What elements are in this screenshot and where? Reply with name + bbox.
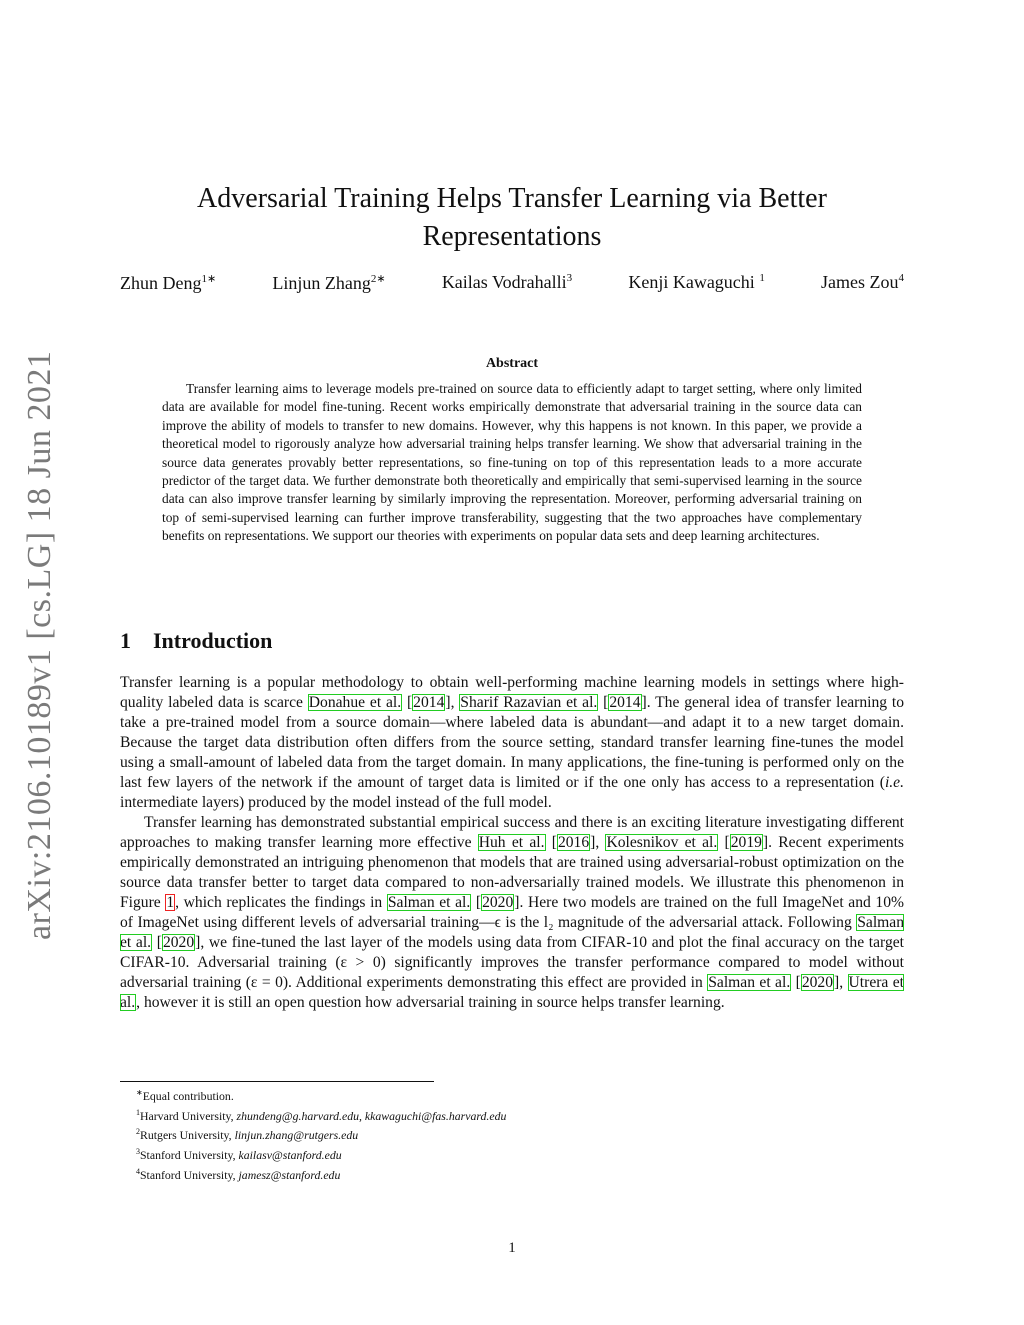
author-5 <box>821 272 904 294</box>
paragraph: Transfer learning has demonstrated substantial empirical success and there is an exciting literature investigating different approaches to making transfer learning more effective Huh et al. [2016], Kolesnikov et al. [2019]. Recent experiments empirically demonstrated an intriguing phenomenon that models that are trained using adversarial-robust optimization on the source data transfer better to target data compared to non-adversarially trained models. We illustrate this phenomenon in Figure 1, which replicates the findings in Salman et al. [2020]. Here two models are trained on the full ImageNet and 10% of ImageNet using different levels of adversarial training—ϵ is the l₂ magnitude of the adversarial attack. Following Salman et al. [2020], we fine-tuned the last layer of the models using data from CIFAR-10 and plot the final accuracy on the target CIFAR-10. Adversarial training (ε > 0) significantly improves the transfer performance compared to model without adversarial training (ε = 0). Additional experiments demonstrating this effect are provided in Salman et al. [2020], Utrera et al., however it is still an open question how adversarial training in source helps transfer learning. <box>120 814 905 1011</box>
paper-title: Adversarial Training Helps Transfer Learning via Better Representations <box>197 183 827 252</box>
citation-link[interactable]: Utrera et al. <box>120 974 905 1011</box>
author-name: Zhun Deng <box>120 273 202 293</box>
author-name: Kailas Vodrahalli <box>441 272 567 292</box>
footnote-email: zhundeng@g.harvard.edu, kkawaguchi@fas.harvard.edu <box>236 1108 507 1123</box>
footnote <box>136 1164 506 1184</box>
footnote <box>136 1124 506 1144</box>
text-run-italic: i.e. <box>884 774 904 791</box>
footnote-text: Equal contribution. <box>142 1088 234 1103</box>
text-run: Transfer learning is a popular methodology to obtain well-performing machine learning models in settings where high-quality labeled data is scarce <box>120 674 904 711</box>
footnote <box>136 1144 506 1164</box>
abstract-text: Transfer learning aims to leverage models pre-trained on source data to efficiently adapt to target setting, where only limited data are available for model fine-tuning. Recent works empirically demonstrate that adversarial training in the source data can improve the ability of models to transfer to new domains. However, why this happens is not known. In this paper, we provide a theoretical model to rigorously analyze how adversarial training helps transfer learning. We show that adversarial training in the source data generates provably better representations, so fine-tuning on top of this representation leads to a more accurate predictor of the target data. We further demonstrate both theoretically and empirically that semi-supervised learning in the source data can also improve transfer learning by similarly improving the representation. Moreover, performing adversarial training on top of semi-supervised learning can further improve transferability, suggesting that the two approaches have complementary benefits on representations. We support our theories with experiments on popular data sets and deep learning architectures. <box>162 381 862 544</box>
citation-year-link[interactable]: 2019 <box>730 834 762 851</box>
text-run: Transfer learning has demonstrated substantial empirical success and there is an exciting literature investigating different approaches to making transfer learning more effective <box>120 814 904 851</box>
citation-link[interactable]: Salman et al. <box>708 974 791 991</box>
text-run: intermediate layers) produced by the model instead of the full model. <box>120 794 552 811</box>
footnote-mark: 1 <box>136 1107 140 1117</box>
footnote-mark: 4 <box>136 1166 140 1176</box>
author-name: Kenji Kawaguchi <box>628 272 760 292</box>
author-affiliation-mark: 1∗ <box>201 273 217 285</box>
text-run: , <box>595 834 606 851</box>
text-run: . Here two models are trained on the full ImageNet and 10% of ImageNet using different levels of adversarial training—ϵ is the l₂ magnitude of the adversarial attack. Following <box>120 894 905 931</box>
footnote-text: Stanford University, <box>140 1167 239 1182</box>
citation-link[interactable]: Donahue et al. <box>308 694 402 711</box>
citation-link[interactable]: Sharif Razavian et al. <box>460 694 598 711</box>
figure-link[interactable]: 1 <box>166 894 175 911</box>
footnote <box>136 1105 506 1125</box>
footnote-email: linjun.zhang@rutgers.edu <box>234 1128 359 1143</box>
author-affiliation-mark: 2∗ <box>370 273 386 285</box>
footnote-text: Rutgers University, <box>140 1128 235 1143</box>
footnotes <box>136 1085 506 1184</box>
author-2 <box>272 272 385 294</box>
citation-year-link[interactable]: 2020 <box>482 894 514 911</box>
author-affiliation-mark: 1 <box>759 272 765 284</box>
citation-link[interactable]: Salman et al. <box>387 894 471 911</box>
section-heading <box>120 628 272 654</box>
text-run: , <box>839 974 848 991</box>
author-1 <box>120 272 216 294</box>
page-number: 1 <box>508 1240 516 1256</box>
text-run: , <box>450 694 460 711</box>
citation-link[interactable]: Kolesnikov et al. <box>606 834 718 851</box>
citation-year-link[interactable]: 2016 <box>557 834 590 851</box>
footnote <box>136 1085 506 1105</box>
section-number: 1 <box>120 628 131 653</box>
author-4 <box>628 272 764 294</box>
citation-year-link[interactable]: 2014 <box>609 694 641 711</box>
author-3 <box>442 272 572 294</box>
footnote-mark: 2 <box>136 1127 140 1137</box>
author-list <box>120 272 904 294</box>
author-name: James Zou <box>821 272 899 292</box>
text-run: , we fine-tuned the last layer of the models using data from CIFAR-10 and plot the final accuracy on the target CIFAR-10. Adversarial training (ε > 0) significantly improves the transfer performance compared to model without adversarial training (ε = 0). Additional experiments demonstrating this effect are provided in <box>120 934 904 991</box>
author-affiliation-mark: 3 <box>566 272 573 284</box>
arxiv-identifier-stamp: arXiv:2106.10189v1 [cs.LG] 18 Jun 2021 <box>21 350 58 940</box>
citation-year-link[interactable]: 2020 <box>162 934 195 951</box>
citation-link[interactable]: Huh et al. <box>478 834 545 851</box>
footnote-mark: ∗ <box>136 1088 143 1097</box>
text-run: . The general idea of transfer learning to take a pre-trained model from a source domain—where labeled data is abundant—and adapt it to a new target domain. Because the target data distribution often differs from the source setting, standard transfer learning fine-tunes the model using a small-amount of labeled data from the target domain. In many applications, the fine-tuning is performed only on the last few layers of the network if the amount of target data is limited or if the one only has access to a representation ( <box>120 694 905 791</box>
footnote-divider <box>120 1081 434 1082</box>
text-run: , which replicates the findings in <box>175 894 387 911</box>
footnote-email: jamesz@stanford.edu <box>238 1167 341 1182</box>
abstract-heading: Abstract <box>485 356 539 371</box>
footnote-mark: 3 <box>136 1147 140 1157</box>
citation-link[interactable]: Salman et al. <box>120 914 904 951</box>
footnote-text: Stanford University, <box>140 1148 239 1163</box>
author-affiliation-mark: 4 <box>898 272 904 284</box>
paragraph: Transfer learning is a popular methodology to obtain well-performing machine learning models in settings where high-quality labeled data is scarce Donahue et al. [2014], Sharif Razavian et al. [2014]. The general idea of transfer learning to take a pre-trained model from a source domain—where labeled data is abundant—and adapt it to a new target domain. Because the target data distribution often differs from the source setting, standard transfer learning fine-tunes the model using a small-amount of labeled data from the target domain. In many applications, the fine-tuning is performed only on the last few layers of the network if the amount of target data is limited or if the one only has access to a representation (i.e. intermediate layers) produced by the model instead of the full model. <box>120 674 905 811</box>
text-run: , however it is still an open question how adversarial training in source helps transfer learning. <box>136 994 725 1011</box>
text-run: . Recent experiments empirically demonstrated an intriguing phenomenon that models that are trained using adversarial-robust optimization on the source data transfer better to target data compared to non-adversarially trained models. We illustrate this phenomenon in Figure <box>120 834 904 911</box>
citation-year-link[interactable]: 2014 <box>413 694 445 711</box>
footnote-text: Harvard University, <box>140 1108 237 1123</box>
author-name: Linjun Zhang <box>272 273 371 293</box>
introduction-body <box>120 673 904 1013</box>
citation-year-link[interactable]: 2020 <box>801 974 834 991</box>
section-title: Introduction <box>153 628 273 653</box>
footnote-email: kailasv@stanford.edu <box>238 1148 342 1163</box>
